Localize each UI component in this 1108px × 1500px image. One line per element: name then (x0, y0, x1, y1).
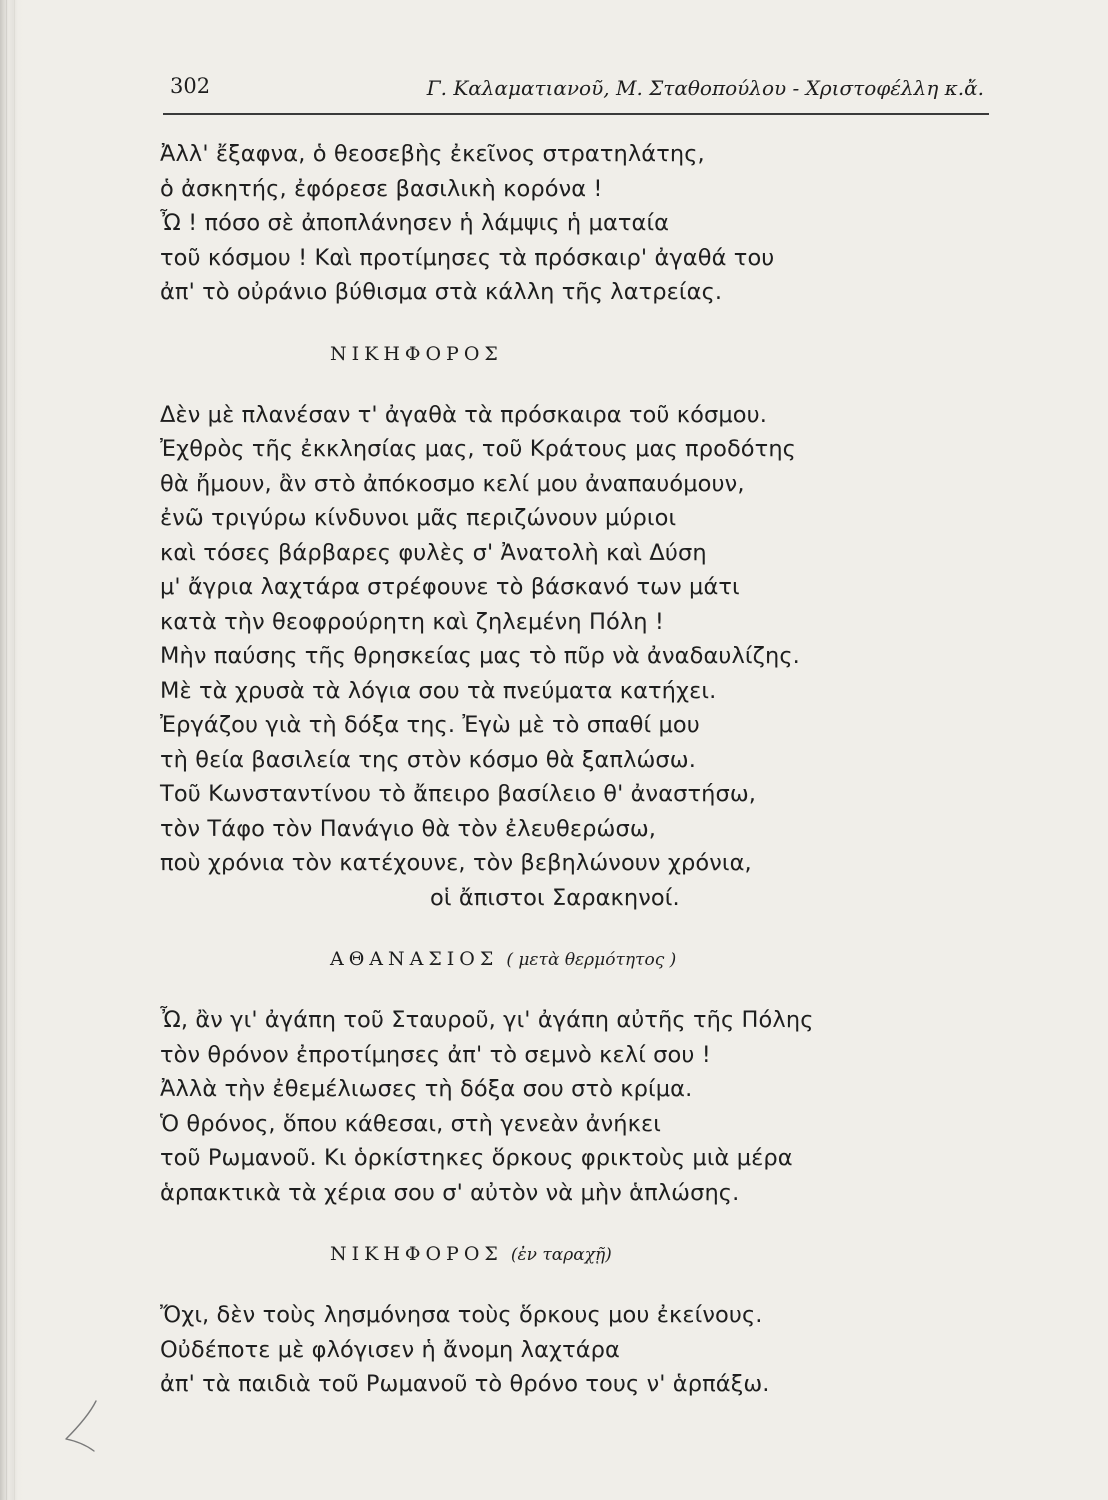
body-text (160, 137, 1000, 1402)
verse-line: τὸν Τάφο τὸν Πανάγιο θὰ τὸν ἐλευθερώσω, (160, 815, 657, 842)
page-header (170, 70, 988, 110)
verse-block-3 (160, 915, 1000, 1210)
verse-line: ἀπ' τὸ οὐράνιο βύθισμα στὰ κάλλη τῆς λατρείας. (160, 279, 723, 305)
verse-line: Ὁ θρόνος, ὅπου κάθεσαι, στὴ γενεὰν ἀνήκει (160, 1110, 661, 1137)
verse-line: ὁ ἀσκητής, ἐφόρεσε βασιλικὴ κορόνα ! (160, 175, 603, 202)
stage-direction: (ἐν ταραχῇ) (510, 1245, 612, 1265)
verse-line: Ἐργάζου γιὰ τὴ δόξα της. Ἐγὼ μὲ τὸ σπαθί μου (160, 712, 700, 738)
verse-line: ἐνῶ τριγύρω κίνδυνοι μᾶς περιζώνουν μύριοι (160, 505, 677, 531)
verse-line: Δὲν μὲ πλανέσαν τ' ἀγαθὰ τὰ πρόσκαιρα τοῦ κόσμου. (160, 401, 768, 428)
verse-line: Μὴν παύσης τῆς θρησκείας μας τὸ πῦρ νὰ ἀναδαυλίζης. (160, 643, 800, 669)
verse-line: τὴ θεία βασιλεία της στὸν κόσμο θὰ ξαπλώσω. (160, 746, 696, 773)
verse-line: τοῦ Ρωμανοῦ. Κι ὁρκίστηκες ὅρκους φρικτοὺς μιὰ μέρα (160, 1145, 793, 1171)
verse-line: θὰ ἤμουν, ἂν στὸ ἀπόκοσμο κελί μου ἀναπαυόμουν, (160, 470, 745, 497)
running-head: Γ. Καλαματιανοῦ, Μ. Σταθοπούλου - Χριστοφέλλη κ.ἄ. (426, 76, 984, 100)
speaker-name: ΑΘΑΝΑΣΙΟΣ (330, 948, 499, 970)
verse-line: τοῦ κόσμου ! Καὶ προτίμησες τὰ πρόσκαιρ' ἀγαθά του (160, 244, 775, 271)
verse-line: Μὲ τὰ χρυσὰ τὰ λόγια σου τὰ πνεύματα κατήχει. (160, 677, 717, 704)
verse-line: Ἀλλὰ τὴν ἐθεμέλιωσες τὴ δόξα σου στὸ κρίμα. (160, 1076, 693, 1102)
verse-line: Ὄχι, δὲν τοὺς λησμόνησα τοὺς ὅρκους μου ἐκείνους. (160, 1302, 763, 1328)
pencil-mark (62, 1395, 102, 1455)
verse-line: καὶ τόσες βάρβαρες φυλὲς σ' Ἀνατολὴ καὶ Δύση (160, 539, 707, 566)
speaker-heading (160, 1210, 1000, 1298)
verse-block-1 (160, 137, 1000, 310)
verse-block-2 (160, 310, 1000, 916)
verse-line: κατὰ τὴν θεοφρούρητη καὶ ζηλεμένη Πόλη ! (160, 608, 664, 635)
speaker-heading (160, 915, 1000, 1003)
verse-block-4 (160, 1210, 1000, 1402)
verse-line-indented: οἱ ἄπιστοι Σαρακηνοί. (430, 884, 680, 911)
verse-line: Ὦ, ἂν γι' ἀγάπη τοῦ Σταυροῦ, γι' ἀγάπη αὐτῆς τῆς Πόλης (160, 1007, 814, 1033)
verse-line: ἀπ' τὰ παιδιὰ τοῦ Ρωμανοῦ τὸ θρόνο τους ν' ἁρπάξω. (160, 1371, 770, 1397)
verse-line: Τοῦ Κωνσταντίνου τὸ ἄπειρο βασίλειο θ' ἀναστήσω, (160, 781, 757, 807)
speaker-name: ΝΙΚΗΦΟΡΟΣ (330, 1243, 503, 1265)
speaker-name: ΝΙΚΗΦΟΡΟΣ (330, 342, 503, 365)
speaker-heading (160, 310, 1000, 398)
verse-line: ἁρπακτικὰ τὰ χέρια σου σ' αὐτὸν νὰ μὴν ἁπλώσης. (160, 1179, 740, 1206)
verse-line: Ἐχθρὸς τῆς ἐκκλησίας μας, τοῦ Κράτους μας προδότης (160, 436, 796, 462)
verse-line: μ' ἄγρια λαχτάρα στρέφουνε τὸ βάσκανό των μάτι (160, 574, 740, 600)
verse-line: Οὐδέποτε μὲ φλόγισεν ἡ ἄνομη λαχτάρα (160, 1336, 620, 1363)
verse-line: ποὺ χρόνια τὸν κατέχουνε, τὸν βεβηλώνουν χρόνια, (160, 850, 752, 876)
stage-direction: ( μετὰ θερμότητος ) (506, 950, 677, 970)
page-number: 302 (170, 74, 211, 98)
page-edge (0, 0, 26, 1500)
verse-line: Ὦ ! πόσο σὲ ἀποπλάνησεν ἡ λάμψις ἡ ματαία (160, 210, 670, 236)
verse-line: τὸν θρόνον ἐπροτίμησες ἀπ' τὸ σεμνὸ κελί σου ! (160, 1041, 711, 1068)
header-rule (163, 113, 989, 115)
verse-line: Ἀλλ' ἔξαφνα, ὁ θεοσεβὴς ἐκεῖνος στρατηλάτης, (160, 141, 705, 167)
